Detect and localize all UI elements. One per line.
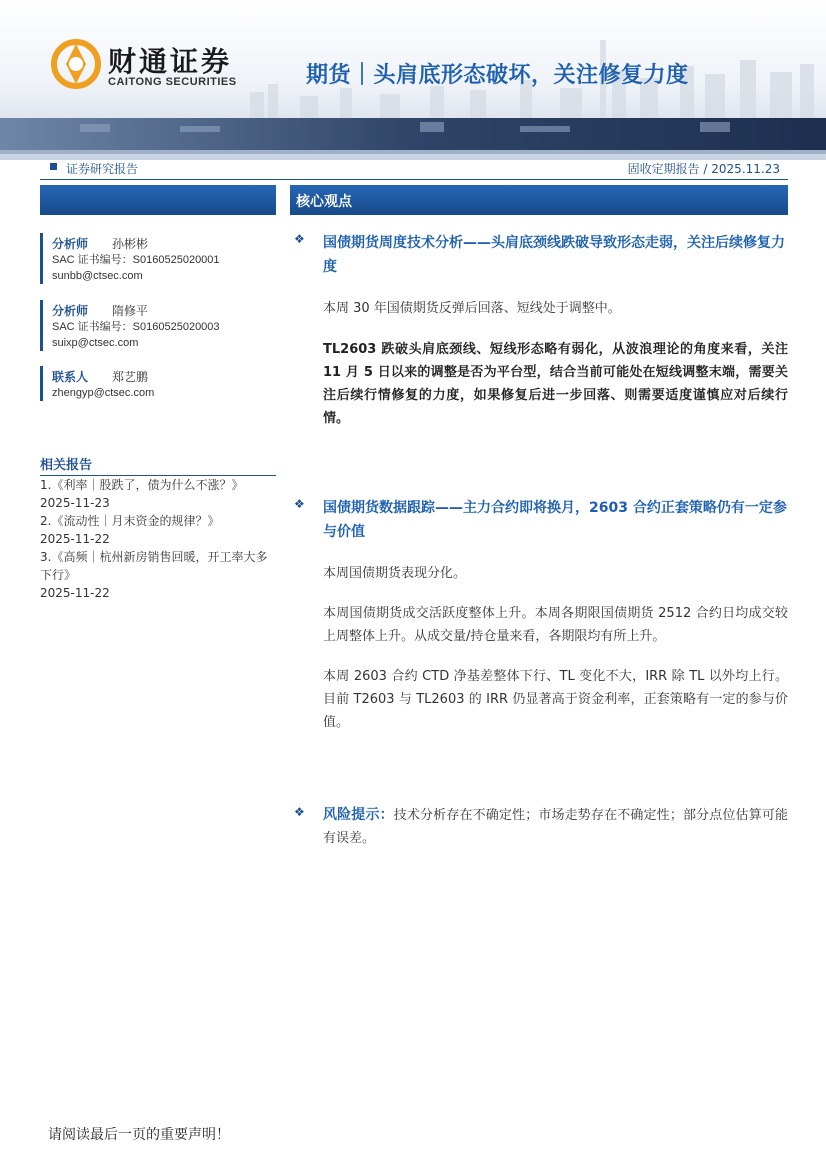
- analyst-email[interactable]: sunbb@ctsec.com: [52, 270, 143, 282]
- risk-warning-content: 技术分析存在不确定性；市场走势存在不确定性；部分点位估算可能有误差。: [323, 808, 788, 846]
- section-paragraph: 本周 30 年国债期货反弹后回落、短线处于调整中。: [323, 301, 621, 316]
- logo-chinese-name: 财通证券: [108, 45, 233, 78]
- core-view-title: 核心观点: [296, 194, 352, 210]
- risk-warning-label: 风险提示：: [323, 807, 394, 823]
- analyst-card: [40, 300, 276, 351]
- analyst-cert: SAC 证书编号：S0160525020001: [52, 254, 220, 266]
- risk-warning-section: [290, 804, 788, 850]
- related-report-date: 2025-11-22: [40, 586, 110, 600]
- section-paragraph: 本周 2603 合约 CTD 净基差整体下行、TL 变化不大，IRR 除 TL 以外均上行。目前 T2603 与 TL2603 的 IRR 仍显著高于资金利率，正套策略有一定的参与价值。: [323, 669, 788, 730]
- related-report-text: 1.《利率｜股跌了，债为什么不涨？》: [40, 478, 244, 492]
- contact-card: [40, 366, 276, 401]
- analyst-name: 孙彬彬: [112, 237, 149, 251]
- related-report-date: 2025-11-23: [40, 496, 110, 510]
- core-view-header-bar: [290, 185, 788, 215]
- footer-disclaimer: 请阅读最后一页的重要声明！: [48, 1127, 230, 1143]
- section-heading: 国债期货周度技术分析——头肩底颈线跌破导致形态走弱，关注后续修复力度: [323, 235, 785, 275]
- related-report-text: 2.《流动性｜月末资金的规律？》: [40, 514, 220, 528]
- contact-email[interactable]: zhengyp@ctsec.com: [52, 387, 155, 399]
- related-reports-title: 相关报告: [40, 454, 276, 476]
- subheader-row: [40, 158, 788, 180]
- contact-role: 联系人: [52, 370, 89, 384]
- core-section-technical: [290, 231, 788, 430]
- analyst-role: 分析师: [52, 237, 89, 251]
- caitong-logo-icon: [50, 38, 102, 90]
- analyst-card: [40, 233, 276, 284]
- section-paragraph: 本周国债期货成交活跃度整体上升。本周各期限国债期货 2512 合约日均成交较上周整体上升。从成交量/持仓量来看，各期限均有所上升。: [323, 606, 788, 644]
- analyst-name: 隋修平: [112, 304, 149, 318]
- core-section-data-tracking: [290, 496, 788, 734]
- page-title: 期货｜头肩底形态破坏，关注修复力度: [306, 63, 689, 88]
- section-bold-paragraph: TL2603 跌破头肩底颈线、短线形态略有弱化，从波浪理论的角度来看，关注 11 月 5 日以来的调整是否为平台型，结合当前可能处在短线调整末端，需要关注后续行情修复的力度，如果修复后进一步回落、则需要适度谨慎应对后续行情。: [323, 342, 788, 426]
- related-report-item[interactable]: [40, 476, 276, 512]
- report-category-date: 固收定期报告 / 2025.11.23: [627, 162, 780, 176]
- diamond-bullet-icon: ❖: [294, 805, 305, 819]
- company-logo: [50, 38, 250, 94]
- contact-name: 郑艺鹏: [112, 370, 149, 384]
- analyst-cert: SAC 证书编号：S0160525020003: [52, 321, 220, 333]
- diamond-bullet-icon: ❖: [294, 232, 305, 246]
- risk-warning-text: [323, 804, 788, 850]
- diamond-bullet-icon: ❖: [294, 497, 305, 511]
- logo-english-name: CAITONG SECURITIES: [108, 76, 237, 88]
- page-header: [0, 0, 826, 160]
- document-type: 证券研究报告: [66, 162, 139, 176]
- related-report-item[interactable]: [40, 512, 276, 548]
- analyst-role: 分析师: [52, 304, 89, 318]
- analyst-email[interactable]: suixp@ctsec.com: [52, 337, 139, 349]
- related-report-item[interactable]: [40, 548, 276, 602]
- square-bullet-icon: [50, 163, 57, 170]
- section-heading: 国债期货数据跟踪——主力合约即将换月，2603 合约正套策略仍有一定参与价值: [323, 500, 787, 540]
- section-paragraph: 本周国债期货表现分化。: [323, 566, 467, 581]
- left-column-header-bar: [40, 185, 276, 215]
- related-reports-list: [40, 476, 276, 602]
- related-report-text: 3.《高频｜杭州新房销售回暖，开工率大多下行》: [40, 550, 268, 582]
- related-report-date: 2025-11-22: [40, 532, 110, 546]
